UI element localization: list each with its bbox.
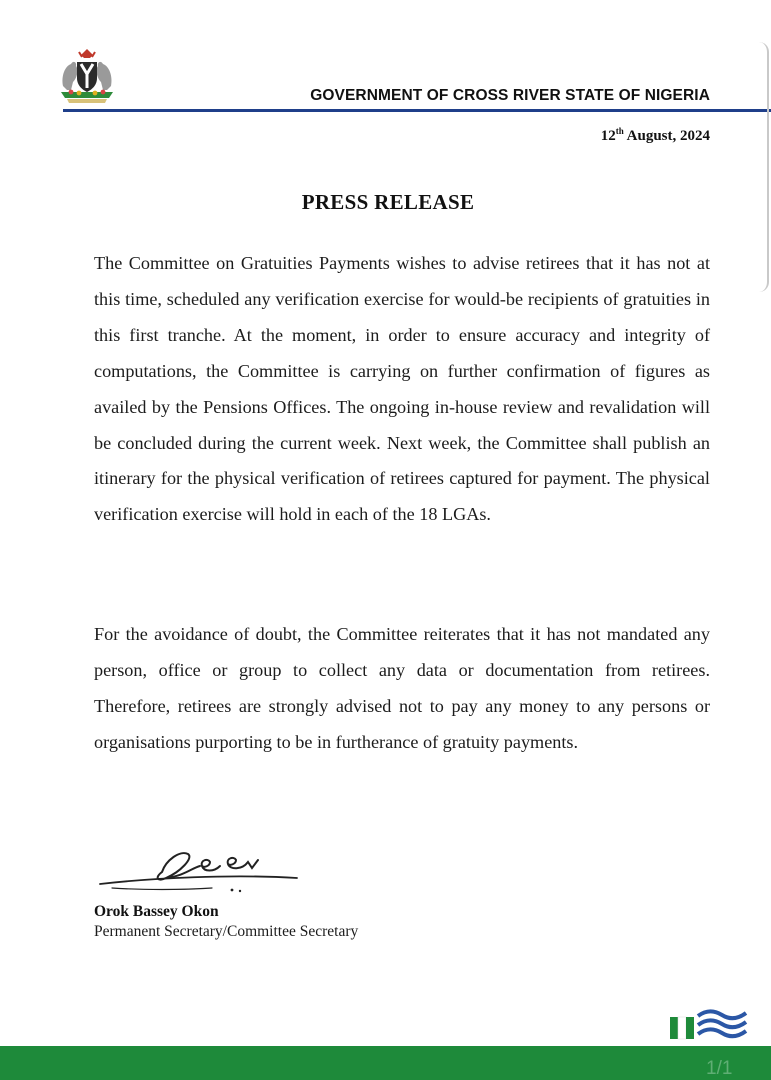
- document-heading: PRESS RELEASE: [301, 190, 475, 214]
- coat-of-arms-icon: [55, 46, 119, 104]
- letterhead-title: GOVERNMENT OF CROSS RIVER STATE OF NIGERIA: [310, 87, 710, 104]
- signatory-title: Permanent Secretary/Committee Secretary: [94, 923, 359, 940]
- date-month-year: August, 2024: [623, 128, 710, 144]
- page-edge-divider: [757, 42, 769, 292]
- header-divider: [63, 109, 771, 112]
- document-date: [500, 128, 710, 145]
- date-ordinal-suffix: th: [615, 126, 624, 136]
- page-number: 1/1: [706, 1058, 733, 1079]
- footer-band: [0, 1046, 771, 1080]
- date-day: 12: [600, 128, 616, 144]
- body-paragraph-1: The Committee on Gratuities Payments wishes to advise retirees that it has not at this time, scheduled any verification exercise for would-be recipients of gratuities in this first tranche. At the moment, in order to ensure accuracy and integrity of computations, the Committee is carrying on further confirmation of figures as availed by the Pensions Offices. The ongoing in-house review and revalidation will be concluded during the current week. Next week, the Committee shall publish an itinerary for the physical verification of retirees captured for payment. The physical verification exercise will hold in each of the 18 LGAs.: [94, 253, 710, 525]
- signatory-name: Orok Bassey Okon: [94, 903, 219, 920]
- body-paragraph-2: For the avoidance of doubt, the Committee reiterates that it has not mandated any person, office or group to collect any data or documentation from retirees. Therefore, retirees are strongly advised not to pay any money to any persons or organisations purporting to be in furtherance of gratuity payments.: [94, 624, 710, 752]
- flag-waves-logo-icon: [668, 1007, 748, 1041]
- signature-icon: [92, 838, 307, 900]
